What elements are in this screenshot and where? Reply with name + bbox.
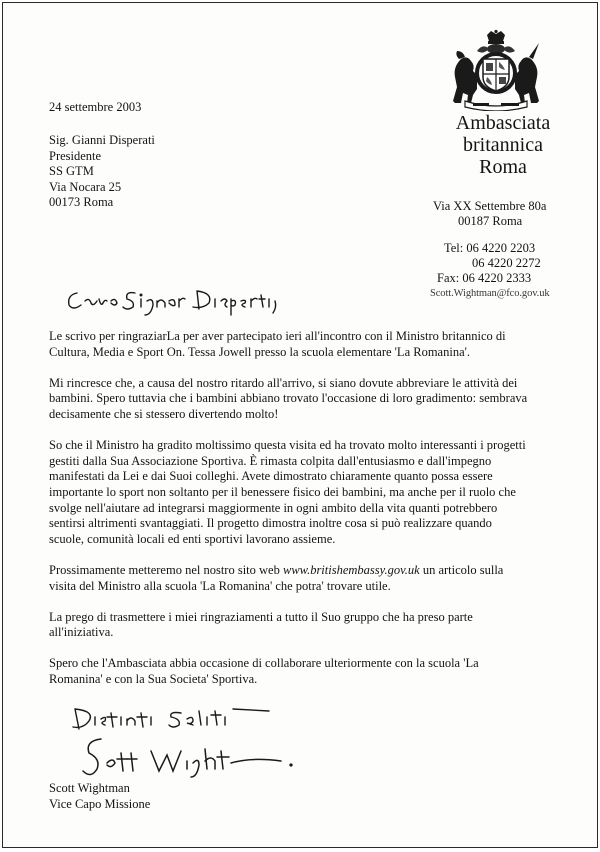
embassy-fax: Fax: 06 4220 2333: [437, 271, 532, 285]
signer-name: Scott Wightman: [49, 781, 130, 795]
body-line: decisamente che si stessero divertendo molto!: [49, 406, 279, 421]
body-line: Romanina' e con la Sua Societa' Sportiva.: [49, 672, 258, 687]
body-line: So che il Ministro ha gradito moltissimo questa visita ed ha trovato molto interessanti i progetti: [49, 438, 526, 453]
embassy-address-line-2: 00187 Roma: [458, 214, 523, 228]
body-line: bambini. Spero tuttavia che i bambini abbiano trovato l'occasione di loro gradimento: sembrava: [49, 391, 528, 406]
embassy-name-line-2: britannica: [463, 134, 543, 156]
body-line: scuole, comunità locali ed enti sportivi lavorano assieme.: [49, 531, 336, 546]
embassy-address: [433, 199, 546, 229]
embassy-name-line-1: Ambasciata: [455, 112, 551, 134]
body-line: gestiti dalla Sua Associazione Sportiva. È rimasta colpita dall'entusiasmo e dall'impegno: [49, 453, 492, 468]
recipient-line-3: SS GTM: [49, 164, 94, 179]
body-line: manifestati da Lei e dai Suoi colleghi. Avete dimostrato chiaramente quanto possa essere: [49, 469, 493, 484]
embassy-website-link[interactable]: www.britishembassy.gov.uk: [282, 562, 420, 577]
embassy-contacts: [430, 241, 550, 301]
embassy-name-line-3: Roma: [479, 156, 527, 178]
body-paragraph-2: [49, 376, 579, 423]
signer-block: [49, 780, 150, 812]
body-line: visita del Ministro alla scuola 'La Romanina' che potra' trovare utile.: [49, 578, 391, 593]
recipient-line-2: Presidente: [49, 148, 102, 163]
embassy-name: [433, 112, 573, 178]
handwritten-signature: [81, 733, 311, 783]
letter-body: [49, 329, 579, 703]
embassy-email: Scott.Wightman@fco.gov.uk: [430, 288, 550, 299]
body-paragraph-4: [49, 563, 579, 594]
signer-title: Vice Capo Missione: [49, 797, 151, 811]
handwritten-salutation: [63, 283, 283, 319]
body-line: Cultura, Media e Sport On. Tessa Jowell presso la scuola elementare 'La Romanina'.: [49, 344, 470, 359]
body-line: Le scrivo per ringraziarLa per aver partecipato ieri all'incontro con il Ministro britannico di: [49, 329, 506, 343]
letter-date: 24 settembre 2003: [49, 100, 142, 114]
body-line: Mi rincresce che, a causa del nostro ritardo all'arrivo, si siano dovute abbreviare le attività dei: [49, 375, 518, 390]
embassy-tel-2: 06 4220 2272: [472, 256, 541, 270]
body-paragraph-3: [49, 438, 579, 547]
body-line: Spero che l'Ambasciata abbia occasione di collaborare ulteriormente con la scuola 'La: [49, 656, 479, 671]
embassy-tel-1: Tel: 06 4220 2203: [444, 241, 536, 255]
body-paragraph-6: [49, 656, 579, 687]
body-line: importante lo sport non soltanto per il benessere fisico dei bambini, ma anche per il ruolo che: [49, 484, 516, 499]
body-paragraph-5: [49, 610, 579, 641]
recipient-line-4: Via Nocara 25: [49, 179, 122, 194]
body-line: all'iniziativa.: [49, 625, 114, 640]
royal-coat-of-arms-icon: [443, 29, 549, 111]
recipient-line-1: Sig. Gianni Disperati: [49, 133, 155, 147]
body-line: La prego di trasmettere i miei ringraziamenti a tutto il Suo gruppo che ha preso parte: [49, 609, 473, 624]
handwritten-closing: [69, 703, 279, 733]
letter-page: [2, 2, 598, 848]
embassy-address-line-1: Via XX Settembre 80a: [433, 199, 547, 213]
body-line: svolge nell'aiutare ad integrarsi maggiormente in ogni ambito della vita quanti potrebbero: [49, 500, 498, 515]
recipient-line-5: 00173 Roma: [49, 195, 114, 210]
recipient-address: [49, 133, 155, 211]
body-text: Prossimamente metteremo nel nostro sito web: [49, 562, 283, 577]
body-line: sentirsi altrimenti svantaggiati. Il progetto dimostra inoltre cosa si può realizzare quando: [49, 516, 492, 531]
body-text: un articolo sulla: [419, 562, 504, 577]
body-paragraph-1: [49, 329, 579, 360]
